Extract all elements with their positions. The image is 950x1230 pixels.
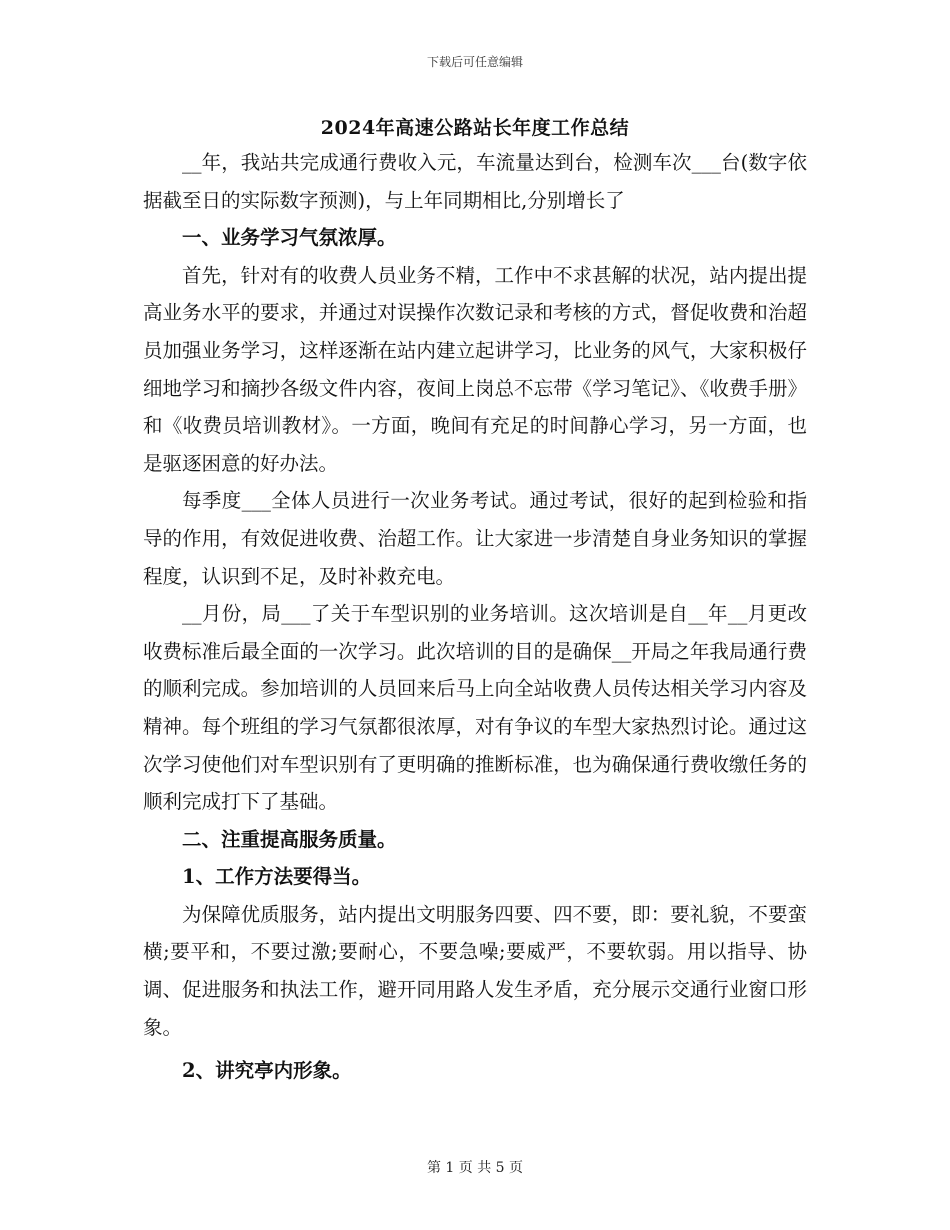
subsection-heading-1: 1、工作方法要得当。 [182, 865, 372, 889]
section-heading-2: 二、注重提高服务质量。 [182, 827, 397, 851]
page-footer-number: 第 1 页 共 5 页 [426, 1160, 524, 1176]
paragraph-study-3: __月份，局___了关于车型识别的业务培训。这次培训是自__年__月更改收费标准后最全面的一次学习。此次培训的目的是确保__开局之年我局通行费的顺利完成。参加培训的人员回来后马上向全站收费人员传达相关学习内容及精神。每个班组的学习气氛都很浓厚，对有争议的车型大家热烈讨论。通过这次学习使他们对车型识别有了更明确的推断标准，也为确保通行费收缴任务的顺利完成打下了基础。 [143, 602, 807, 814]
paragraph-service: 为保障优质服务，站内提出文明服务四要、四不要，即：要礼貌，不要蛮横;要平和，不要过激;要耐心，不要急噪;要威严，不要软弱。用以指导、协调、促进服务和执法工作，避开同用路人发生矛盾，充分展示交通行业窗口形象。 [143, 902, 807, 1039]
document-body [143, 112, 807, 1090]
document-title: 2024年高速公路站长年度工作总结 [320, 117, 630, 139]
paragraph-intro: __年，我站共完成通行费收入元，车流量达到台，检测车次___台(数字依据截至日的实际数字预测)，与上年同期相比,分别增长了 [143, 151, 807, 212]
subsection-heading-2: 2、讲究亭内形象。 [182, 1059, 352, 1083]
section-heading-1: 一、业务学习气氛浓厚。 [182, 226, 397, 250]
paragraph-study-2: 每季度___全体人员进行一次业务考试。通过考试，很好的起到检验和指导的作用，有效促进收费、治超工作。让大家进一步清楚自身业务知识的掌握程度，认识到不足，及时补救充电。 [143, 489, 807, 588]
paragraph-study-1: 首先，针对有的收费人员业务不精，工作中不求甚解的状况，站内提出提高业务水平的要求，并通过对误操作次数记录和考核的方式，督促收费和治超员加强业务学习，这样逐渐在站内建立起讲学习，比业务的风气，大家积极仔细地学习和摘抄各级文件内容，夜间上岗总不忘带《学习笔记》、《收费手册》和《收费员培训教材》。一方面，晚间有充足的时间静心学习，另一方面，也是驱逐困意的好办法。 [143, 263, 807, 475]
page-header-note: 下载后可任意编辑 [426, 55, 523, 69]
